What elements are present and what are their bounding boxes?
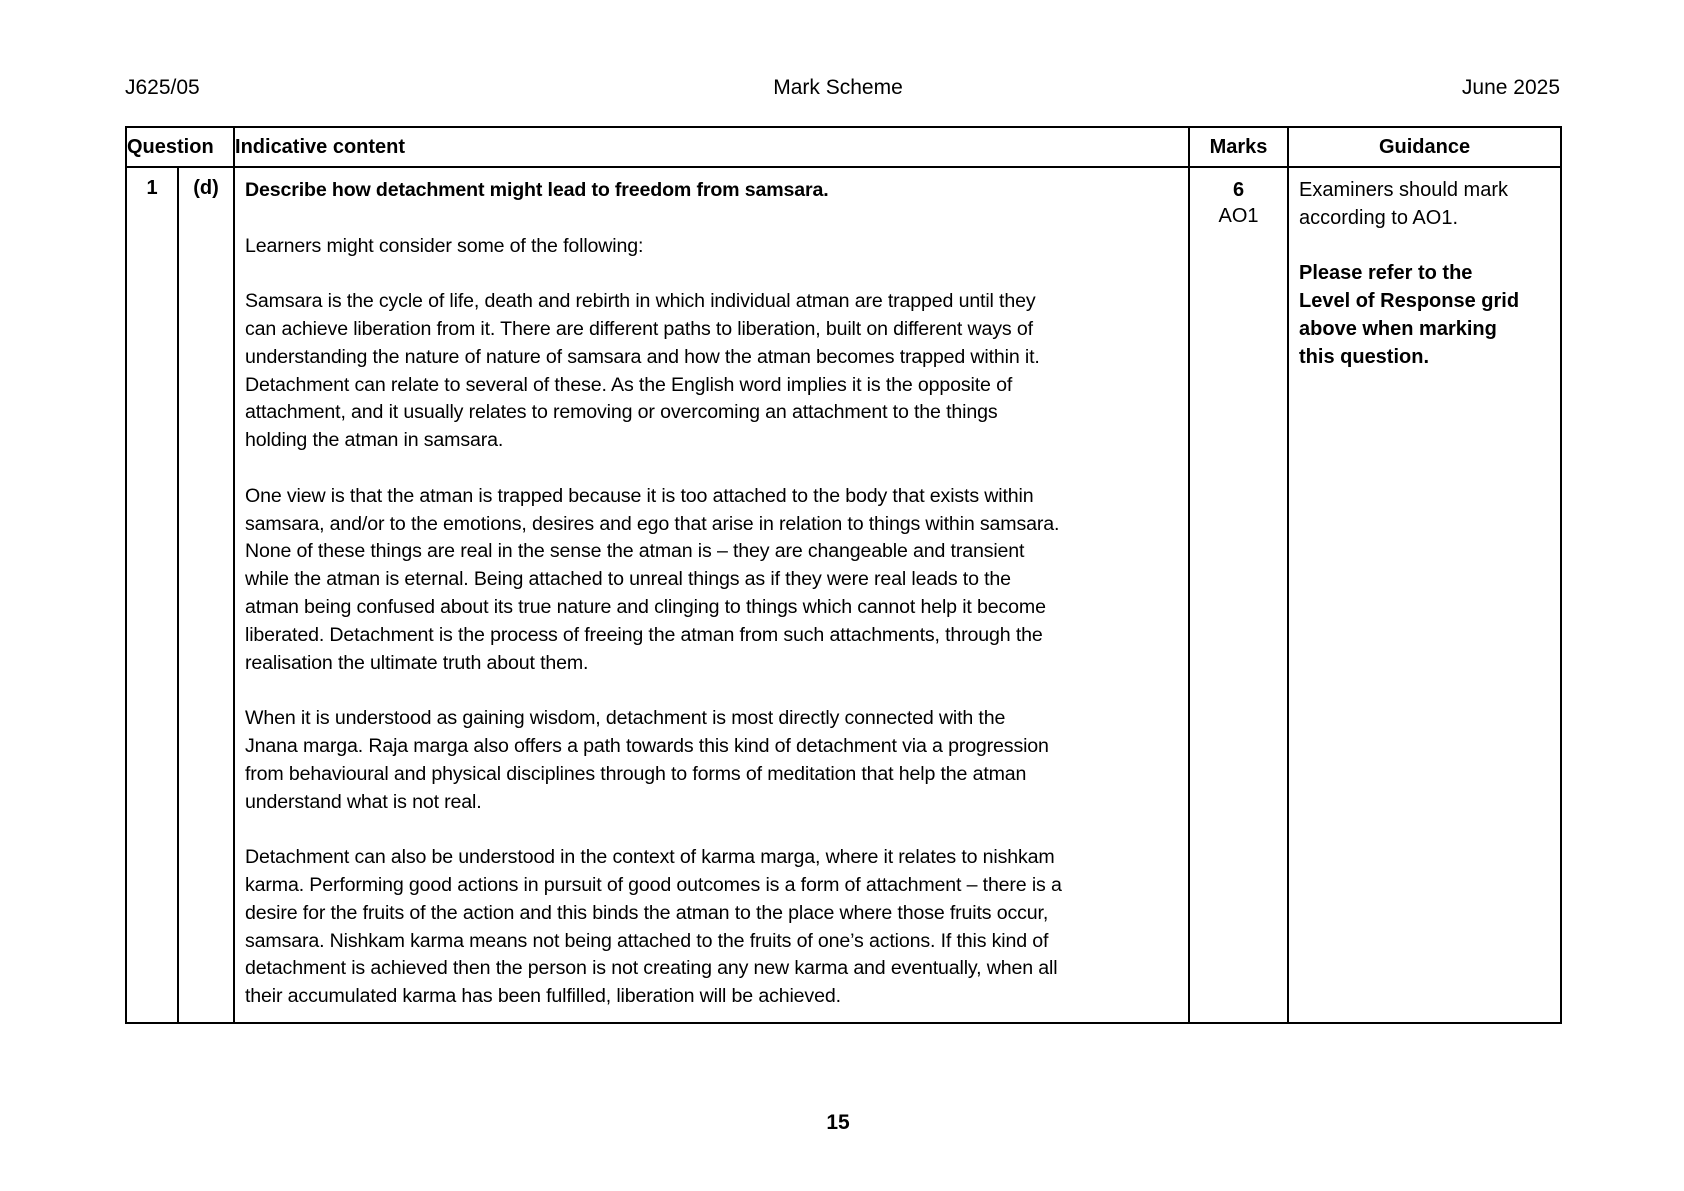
guidance-line: above when marking (1299, 317, 1497, 340)
table-row (126, 167, 1561, 1023)
content-line: realisation the ultimate truth about them. (245, 651, 589, 674)
column-header-marks: Marks (1189, 127, 1288, 167)
guidance-line: Examiners should mark (1299, 179, 1508, 201)
indicative-content (234, 167, 1189, 1023)
content-line: karma. Performing good actions in pursuit of good outcomes is a form of attachment – there is a (245, 873, 1062, 896)
content-line: desire for the fruits of the action and this binds the atman to the place where those fruits occur, (245, 901, 1049, 924)
guidance-line: this question. (1299, 345, 1430, 368)
content-paragraph (245, 483, 1182, 678)
content-line: attachment, and it usually relates to removing or overcoming an attachment to the things (245, 401, 998, 424)
content-line: their accumulated karma has been fulfilled, liberation will be achieved. (245, 985, 841, 1008)
document-date: June 2025 (1461, 76, 1560, 99)
content-line: Samsara is the cycle of life, death and rebirth in which individual atman are trapped until they (245, 290, 1036, 313)
column-header-content: Indicative content (234, 127, 1189, 167)
content-line: understand what is not real. (245, 790, 482, 813)
content-line: Jnana marga. Raja marga also offers a path towards this kind of detachment via a progression (245, 734, 1049, 757)
content-line: understanding the nature of nature of samsara and how the atman becomes trapped within it. (245, 345, 1040, 368)
guidance-line: according to AO1. (1299, 206, 1458, 229)
content-line: atman being confused about its true nature and clinging to things which cannot help it become (245, 595, 1046, 618)
guidance-line: Level of Response grid (1299, 290, 1520, 313)
document-title: Mark Scheme (773, 76, 903, 99)
guidance-text (1299, 177, 1554, 233)
content-paragraph (245, 288, 1182, 455)
content-line: samsara, and/or to the emotions, desires and ego that arise in relation to things within samsara. (245, 512, 1060, 535)
page-number: 15 (826, 1111, 850, 1134)
content-line: None of these things are real in the sense the atman is – they are changeable and transient (245, 540, 1025, 563)
content-line: can achieve liberation from it. There are different paths to liberation, built on different ways of (245, 317, 1033, 340)
marks-assessment-objective: AO1 (1218, 205, 1259, 227)
question-number: 1 (126, 167, 178, 1023)
column-header-guidance: Guidance (1288, 127, 1561, 167)
guidance-cell (1288, 167, 1561, 1023)
content-paragraph (245, 844, 1182, 1011)
question-text: Describe how detachment might lead to freedom from samsara. (245, 179, 829, 201)
content-line: Detachment can relate to several of these. As the English word implies it is the opposite of (245, 373, 1013, 396)
marks-value: 6 (1232, 179, 1245, 201)
content-paragraphs (245, 260, 1182, 1011)
guidance-instruction (1299, 260, 1554, 371)
question-part: (d) (178, 167, 234, 1023)
document-code: J625/05 (125, 76, 200, 99)
content-line: Detachment can also be understood in the context of karma marga, where it relates to nishkam (245, 846, 1055, 869)
content-line: When it is understood as gaining wisdom, detachment is most directly connected with the (245, 707, 1006, 730)
intro-text: Learners might consider some of the following: (245, 234, 644, 257)
content-paragraph (245, 705, 1182, 816)
guidance-line: Please refer to the (1299, 262, 1473, 285)
content-line: while the atman is eternal. Being attached to unreal things as if they were real leads to the (245, 568, 1011, 591)
content-line: One view is that the atman is trapped because it is too attached to the body that exists within (245, 484, 1034, 507)
column-header-question: Question (126, 127, 234, 167)
mark-scheme-table (125, 126, 1562, 1024)
content-line: from behavioural and physical disciplines through to forms of meditation that help the atman (245, 762, 1027, 785)
table-header-row (126, 127, 1561, 167)
content-line: detachment is achieved then the person is not creating any new karma and eventually, when all (245, 957, 1058, 980)
content-line: holding the atman in samsara. (245, 429, 504, 452)
content-line: liberated. Detachment is the process of freeing the atman from such attachments, through the (245, 623, 1043, 646)
content-line: samsara. Nishkam karma means not being attached to the fruits of one’s actions. If this kind of (245, 929, 1049, 952)
marks-cell (1189, 167, 1288, 1023)
